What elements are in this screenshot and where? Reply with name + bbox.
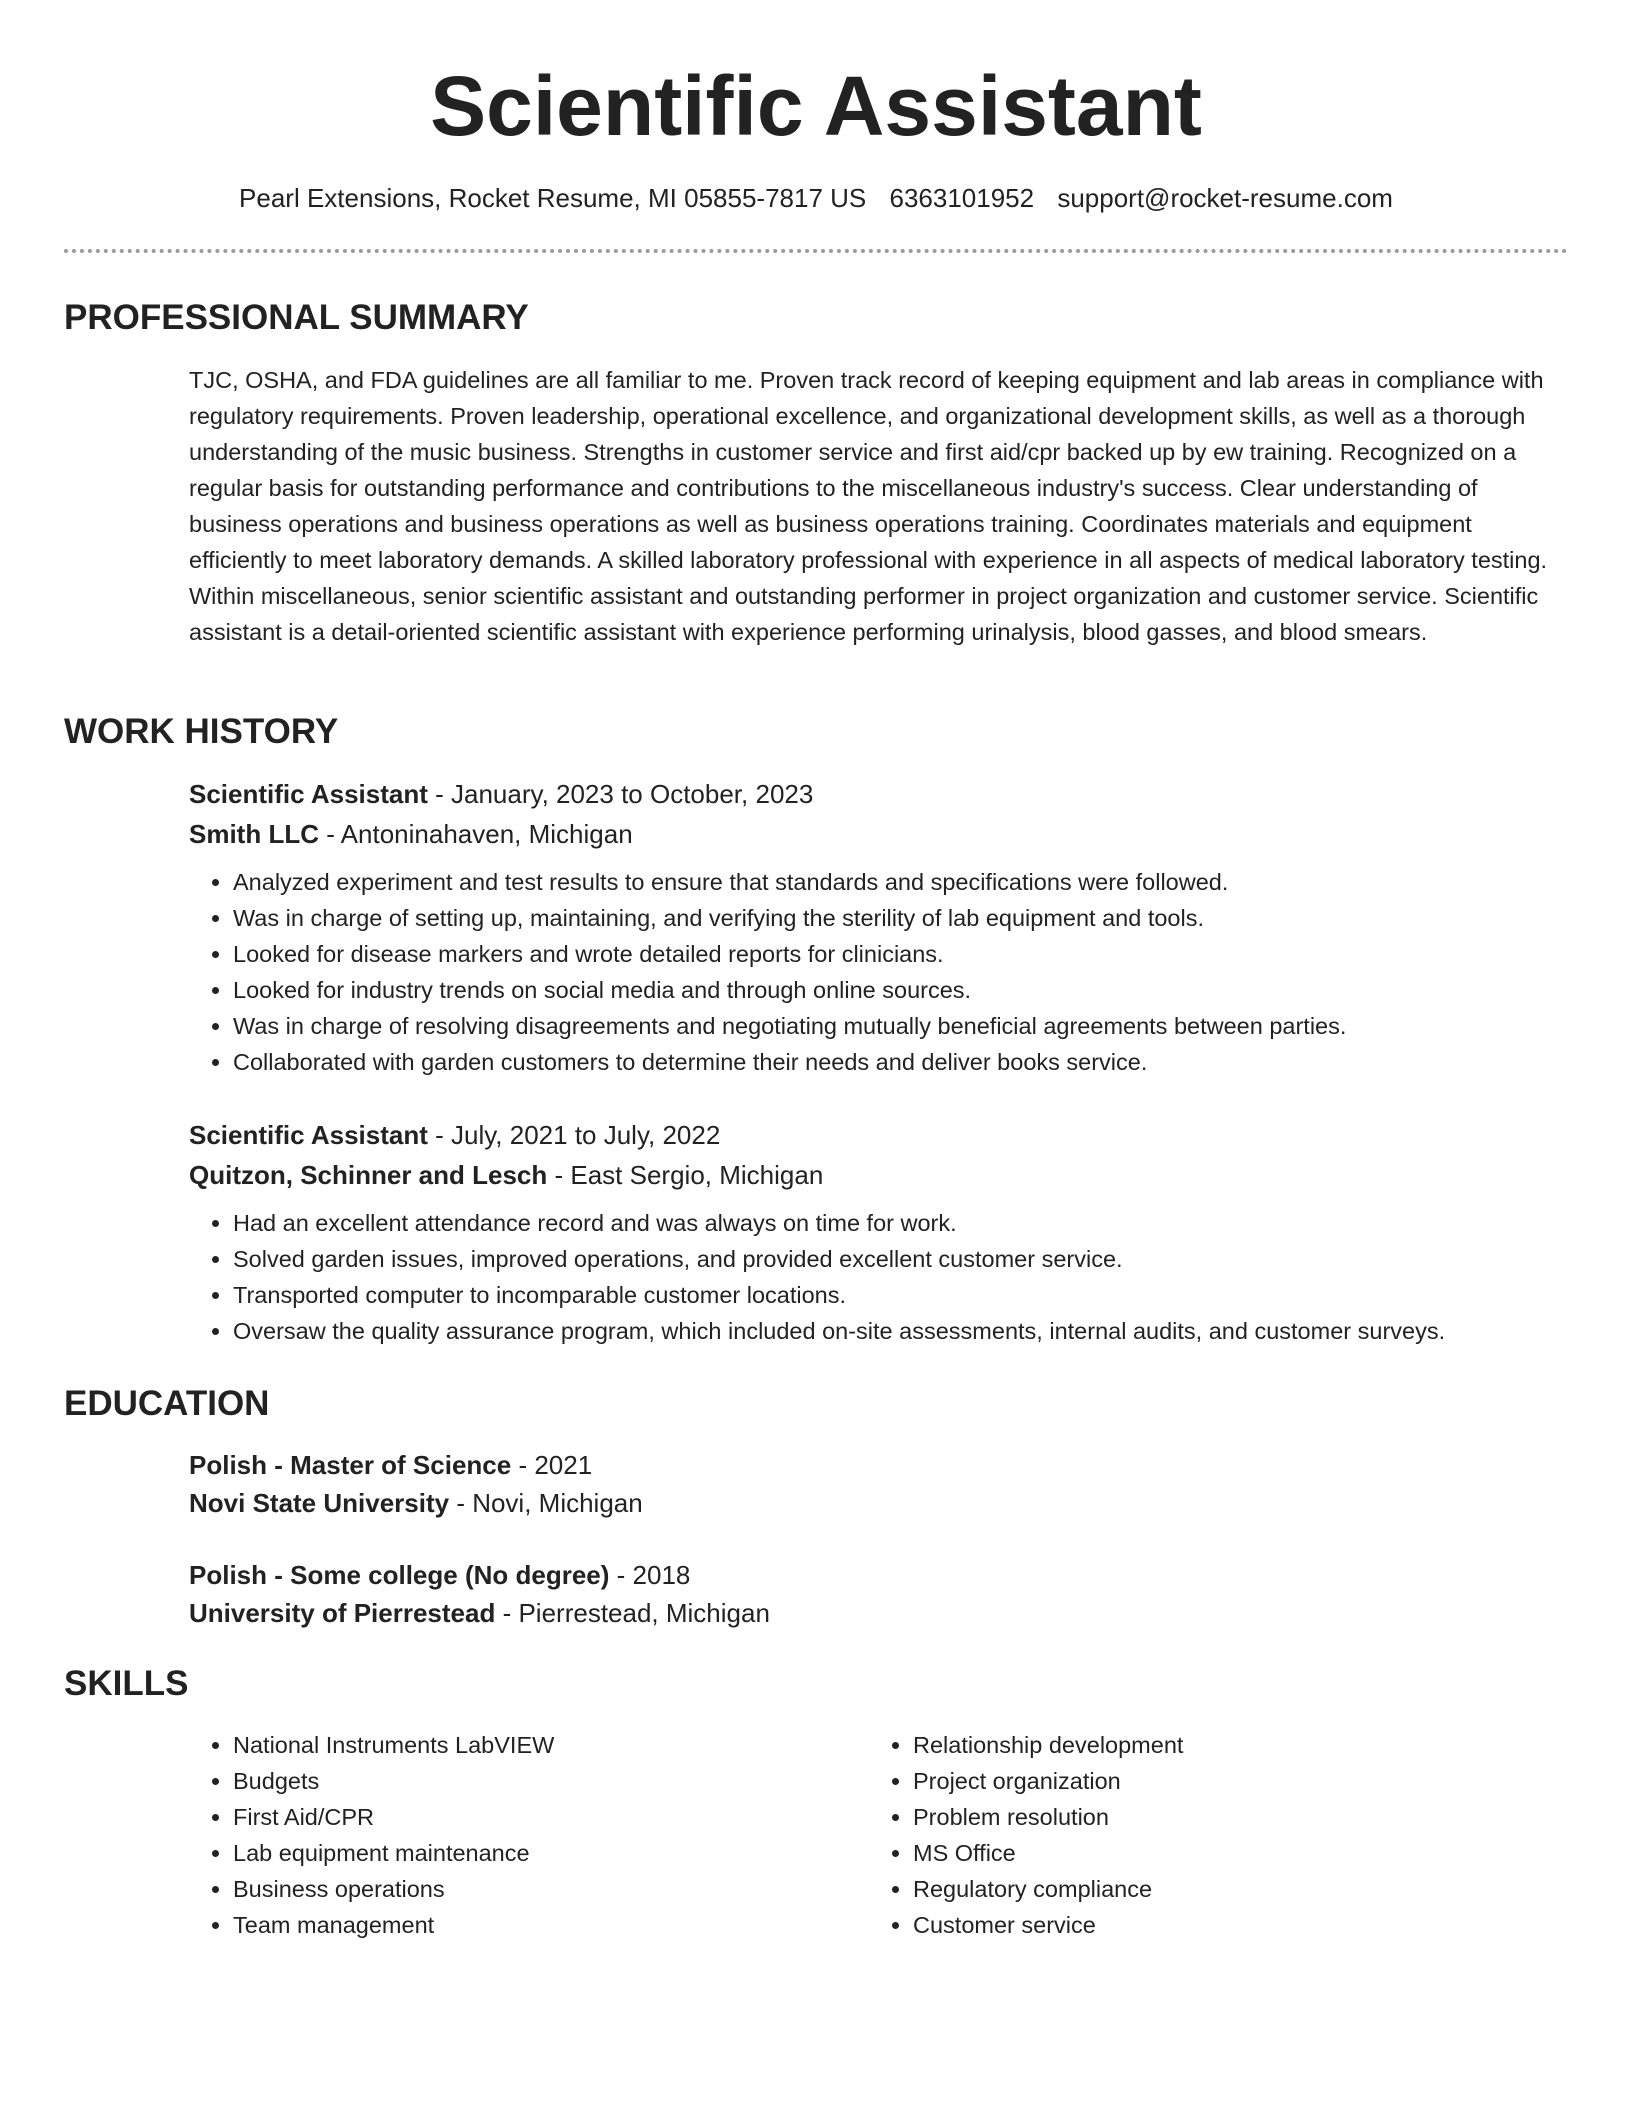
job-title-line [189,774,1568,814]
education-degree-line [189,1556,1568,1594]
skill-item: • Team management [233,1907,853,1943]
job-company-line [189,1155,1568,1195]
job-bullet: • Looked for industry trends on social media and through online sources. [233,972,1568,1008]
job-role: Scientific Assistant [189,1120,428,1150]
job-bullet: • Had an excellent attendance record and was always on time for work. [233,1205,1568,1241]
job-entry [189,1115,1568,1349]
job-bullets [189,1205,1568,1349]
skill-item: • National Instruments LabVIEW [233,1727,853,1763]
job-bullet: • Was in charge of resolving disagreements and negotiating mutually beneficial agreements between parties. [233,1008,1568,1044]
education-location: - Novi, Michigan [449,1488,643,1518]
education-school: Novi State University [189,1488,450,1518]
education-year: - 2018 [609,1560,691,1590]
education-heading: EDUCATION [64,1384,270,1423]
education-school-line [189,1484,1568,1522]
education-year: - 2021 [511,1450,593,1480]
summary-body [189,362,1568,650]
job-bullet: • Transported computer to incomparable customer locations. [233,1277,1568,1313]
summary-heading: PROFESSIONAL SUMMARY [64,298,529,337]
education-location: - Pierrestead, Michigan [495,1598,770,1628]
skills-heading: SKILLS [64,1664,189,1703]
job-bullet: • Was in charge of setting up, maintaining, and verifying the sterility of lab equipment and tools. [233,900,1568,936]
resume-name: Scientific Assistant [430,59,1202,153]
skill-item: • Business operations [233,1871,853,1907]
skill-item: • Project organization [913,1763,1553,1799]
job-bullets [189,864,1568,1080]
work-history-heading: WORK HISTORY [64,712,339,751]
skill-item: • Budgets [233,1763,853,1799]
job-bullet: • Looked for disease markers and wrote detailed reports for clinicians. [233,936,1568,972]
education-degree: Polish - Master of Science [189,1450,512,1480]
skill-item: • Lab equipment maintenance [233,1835,853,1871]
summary-text: TJC, OSHA, and FDA guidelines are all familiar to me. Proven track record of keeping equipment and lab areas in compliance with regulatory requirements. Proven leadership, operational excellence, and organizational development skills, as well as a thorough understanding of the music business. Strengths in customer service and first aid/cpr backed up by ew training. Recognized on a regular basis for outstanding performance and contributions to the miscellaneous industry's success. Clear understanding of business operations and business operations as well as business operations training. Coordinates materials and equipment efficiently to meet laboratory demands. A skilled laboratory professional with experience in all aspects of medical laboratory testing. Within miscellaneous, senior scientific assistant and outstanding performer in project organization and customer service. Scientific assistant is a detail-oriented scientific assistant with experience performing urinalysis, blood gasses, and blood smears. [189,367,1548,645]
contact-address: Pearl Extensions, Rocket Resume, MI 05855-7817 US [239,183,867,213]
education-degree-line [189,1446,1568,1484]
education-entry [189,1446,1568,1522]
skills-list [189,1727,1568,1947]
skill-item: • Customer service [913,1907,1553,1943]
job-bullet: • Oversaw the quality assurance program, which included on-site assessments, internal audits, and customer surveys. [233,1313,1568,1349]
education-entry [189,1556,1568,1632]
contact-email: support@rocket-resume.com [1057,183,1393,213]
job-bullet: • Analyzed experiment and test results to ensure that standards and specifications were followed. [233,864,1568,900]
job-entry [189,774,1568,1080]
job-role: Scientific Assistant [189,779,428,809]
skill-item: • First Aid/CPR [233,1799,853,1835]
education-degree: Polish - Some college (No degree) [189,1560,610,1590]
skill-item: • MS Office [913,1835,1553,1871]
job-location: - Antoninahaven, Michigan [319,819,633,849]
skills-column-right [869,1727,1553,1943]
job-company: Smith LLC [189,819,319,849]
skill-item: • Regulatory compliance [913,1871,1553,1907]
job-bullet: • Collaborated with garden customers to determine their needs and deliver books service. [233,1044,1568,1080]
job-company: Quitzon, Schinner and Lesch [189,1160,548,1190]
skill-item: • Problem resolution [913,1799,1553,1835]
job-dates: - January, 2023 to October, 2023 [427,779,814,809]
job-company-line [189,814,1568,854]
education-school-line [189,1594,1568,1632]
skill-item: • Relationship development [913,1727,1553,1763]
job-location: - East Sergio, Michigan [547,1160,824,1190]
header-divider [64,249,1568,253]
education-school: University of Pierrestead [189,1598,496,1628]
job-dates: - July, 2021 to July, 2022 [427,1120,721,1150]
job-bullet: • Solved garden issues, improved operations, and provided excellent customer service. [233,1241,1568,1277]
job-title-line [189,1115,1568,1155]
skills-column-left [189,1727,853,1943]
contact-line [64,180,1568,216]
contact-phone: 6363101952 [889,183,1035,213]
